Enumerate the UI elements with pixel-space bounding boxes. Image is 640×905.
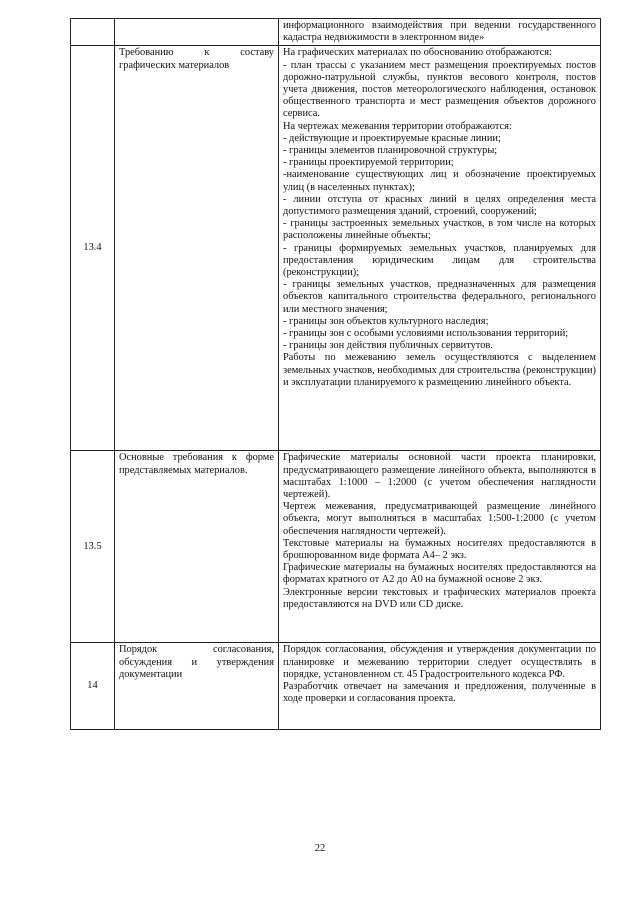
content-line: Электронные версии текстовых и графических материалов проекта предоставляются на DVD или CD диске. bbox=[283, 586, 596, 610]
row-content bbox=[279, 46, 601, 451]
content-line: - действующие и проектируемые красные линии; bbox=[283, 132, 501, 144]
content-line: - границы формируемых земельных участков, планируемых для предоставления юридическим лицам для строительства (реконструкции); bbox=[283, 242, 596, 279]
requirements-table-body bbox=[71, 19, 601, 730]
content-line: - границы застроенных земельных участков, в том числе на которых расположены линейные объекты; bbox=[283, 218, 596, 242]
row-number: 14 bbox=[71, 643, 115, 730]
row-name: Требованию к составу графических материалов bbox=[115, 46, 279, 451]
requirements-table bbox=[70, 18, 601, 730]
content-line: - границы зон с особыми условиями использования территорий; bbox=[283, 328, 569, 340]
content-line: На графических материалах по обоснованию отображаются: bbox=[283, 47, 552, 59]
row-content bbox=[279, 19, 601, 46]
content-line: - границы зон объектов культурного наследия; bbox=[283, 315, 489, 327]
table-row bbox=[71, 451, 601, 643]
content-line: Работы по межеванию земель осуществляются с выделением земельных участков, необходимых для строительства (реконструкции) и эксплуатации планируемого к размещению линейного объекта. bbox=[283, 352, 596, 388]
content-line: Чертеж межевания, предусматривающей размещение линейного объекта, могут выполняться в масштабах 1:500-1:2000 (с учетом обеспечения наглядности чертежей). bbox=[283, 501, 596, 537]
table-row bbox=[71, 46, 601, 451]
row-name: Порядок согласования, обсуждения и утверждения документации bbox=[115, 643, 279, 730]
content-line: Графические материалы на бумажных носителях предоставляются на форматах кратного от А2 до А0 на бумажной основе 2 экз. bbox=[283, 562, 596, 586]
content-line: - границы зон действия публичных сервитутов. bbox=[283, 340, 493, 352]
content-line: Графические материалы основной части проекта планировки, предусматривающего размещение линейного объекта, выполняются в масштабах 1:1000 – 1:2000 (с учетом обеспечения наглядности чертежей). bbox=[283, 452, 596, 501]
content-line: На чертежах межевания территории отображаются: bbox=[283, 120, 512, 132]
table-row bbox=[71, 643, 601, 730]
row-number bbox=[71, 19, 115, 46]
content-line: - линии отступа от красных линий в целях определения места допустимого размещения зданий, строений, сооружений; bbox=[283, 193, 596, 218]
content-line: Разработчик отвечает на замечания и предложения, полученные в ходе проверки и согласования проекта. bbox=[283, 681, 596, 705]
row-number: 13.4 bbox=[71, 46, 115, 451]
content-line: Порядок согласования, обсуждения и утверждения документации по планировке и межеванию территории следует осуществлять в порядке, установленном ст. 45 Градостроительного кодекса РФ. bbox=[283, 644, 596, 680]
content-line: - границы элементов планировочной структуры; bbox=[283, 145, 498, 157]
content-line: -наименование существующих лиц и обозначение проектируемых улиц (в населенных пунктах); bbox=[283, 169, 596, 193]
row-name bbox=[115, 19, 279, 46]
row-content bbox=[279, 451, 601, 643]
content-line: - план трассы с указанием мест размещения проектируемых постов дорожно-патрульной службы, пунктов весового контроля, постов учета движения, постов метеорологического наблюдения, остановок общественного транспорта и мест размещения объектов дорожного сервиса. bbox=[283, 59, 596, 120]
content-line: - границы проектируемой территории; bbox=[283, 157, 454, 169]
content-line: Текстовые материалы на бумажных носителях предоставляются в брошюрованном виде формата А4– 2 экз. bbox=[283, 537, 596, 562]
content-line: информационного взаимодействия при ведении государственного кадастра недвижимости в электронном виде» bbox=[283, 20, 596, 44]
row-name: Основные требования к форме представляемых материалов. bbox=[115, 451, 279, 643]
row-number: 13.5 bbox=[71, 451, 115, 643]
page-number: 22 bbox=[314, 843, 326, 854]
table-row bbox=[71, 19, 601, 46]
content-line: - границы земельных участков, предназначенных для размещения объектов капитального строительства федерального, регионального или местного значения; bbox=[283, 279, 596, 315]
row-content bbox=[279, 643, 601, 730]
